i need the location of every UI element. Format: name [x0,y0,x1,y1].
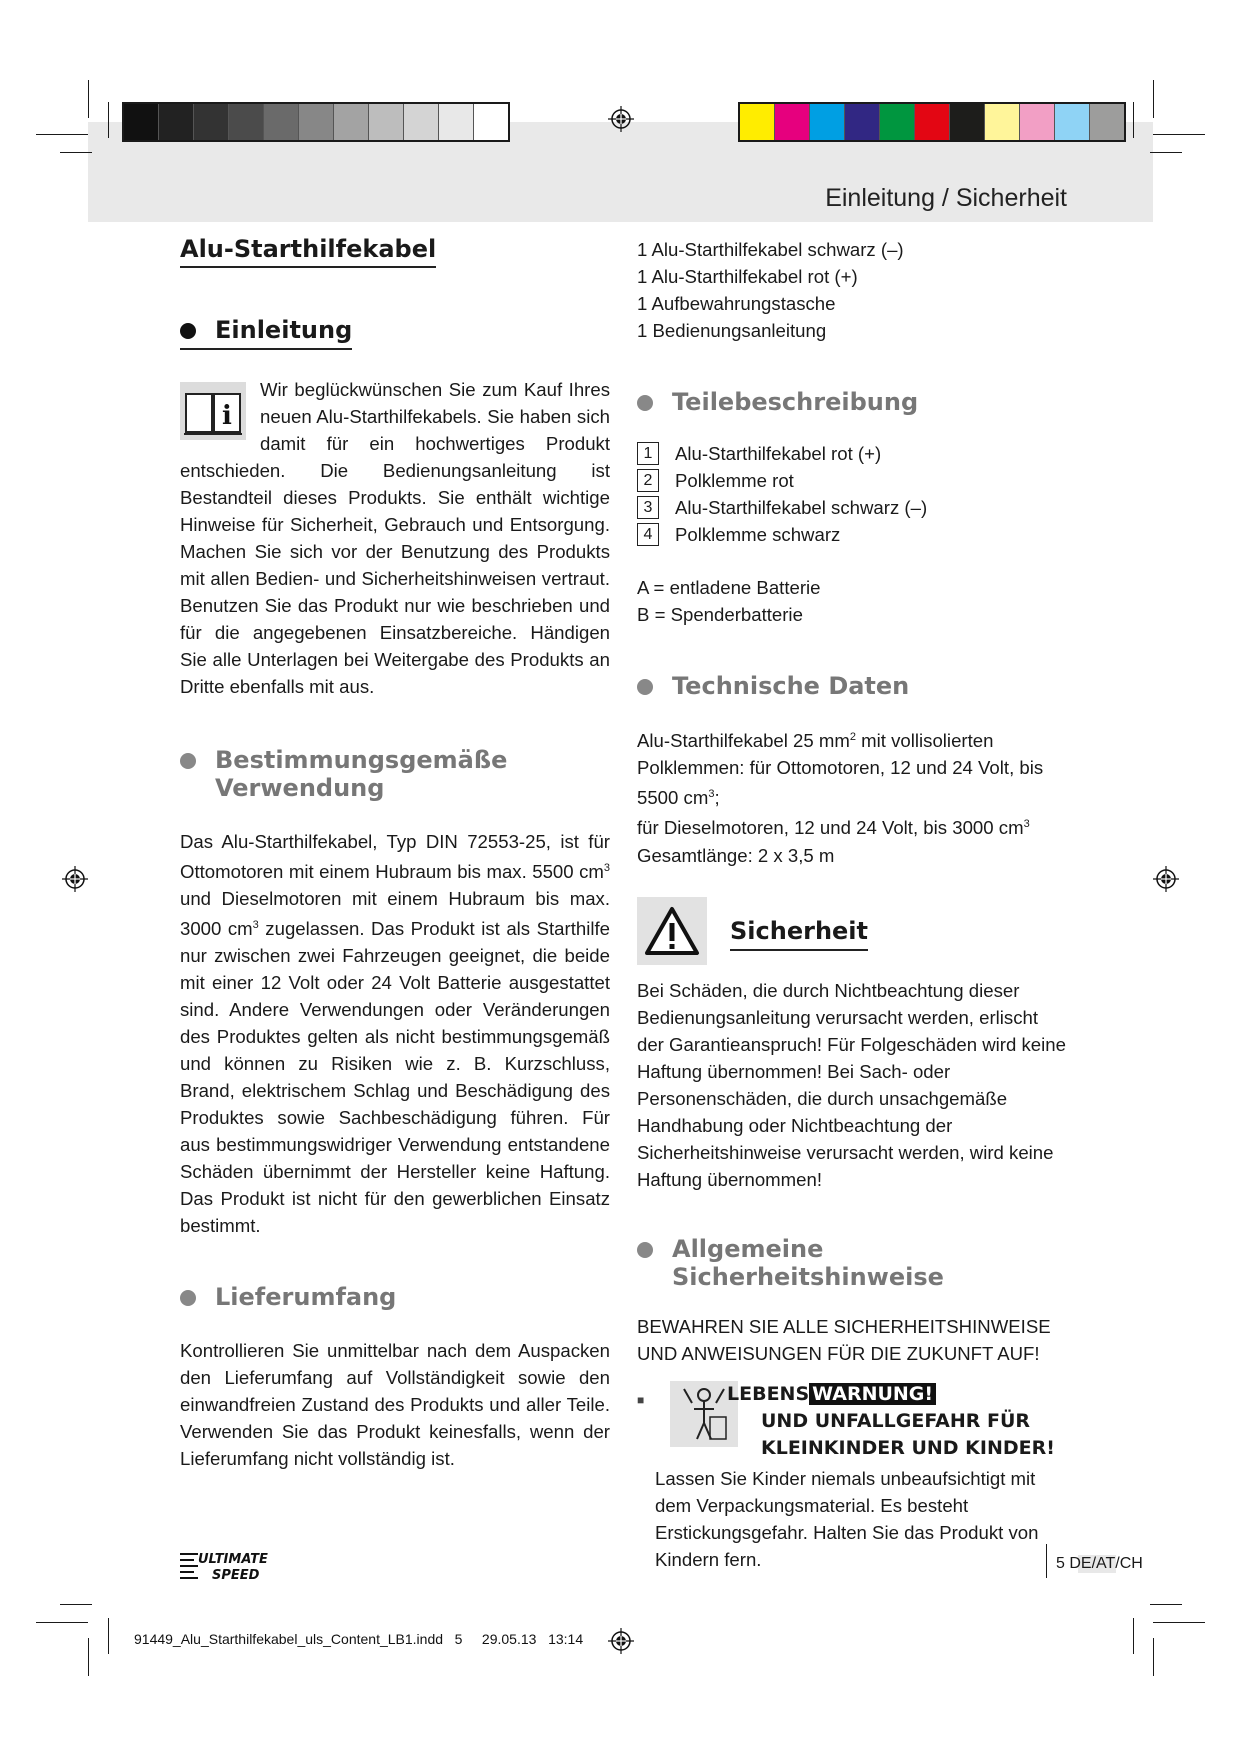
color-swatch [369,104,404,140]
lieferumfang-text: Kontrollieren Sie unmittelbar nach dem Auspacken den Lieferumfang auf Vollständigkeit sowie den einwandfreien Zustand des Produkts und aller Teile. Verwenden Sie das Produkt keinesfalls, wenn der Lieferumfang nicht vollständig ist. [180,1340,610,1470]
part-number: 4 [637,523,659,546]
list-item: 1 Alu-Starthilfekabel schwarz (–) [637,239,904,260]
crop-mark [60,1604,92,1605]
bestimmung-text: Das Alu-Starthilfekabel, Typ DIN 72553-25, ist für Ottomotoren mit einem Hubraum bis max. 5500 $cm^3$ und Dieselmotoren mit einem Hubraum bis max. 3000 $cm^3$ zugelassen. Das Produkt ist als Starthilfe nur zwischen zwei Fahrzeugen geeignet, die beide mit einer 12 Volt oder 24 Volt Batterie ausgestattet sind. Andere Verwendungen oder Veränderungen des Produktes gelten als nicht bestimmungsgemäß und können zu Risiken wie z. B. Kurzschluss, Brand, elektrischem Schlag und Beschädigung des Produktes sowie Sachbeschädigung führen. Für aus bestimmungswidriger Verwendung entstandene Schäden übernimmt der Hersteller keine Haftung. Das Produkt ist nicht für den gewerblichen Einsatz bestimmt. [180,831,610,1237]
child-warning-text: Lassen Sie Kinder niemals unbeaufsichtigt mit dem Verpackungsmaterial. Es besteht Erstickungsgefahr. Halten Sie das Produkt von Kindern fern. [655,1467,1039,1570]
bullet-dot-icon [180,753,196,769]
color-swatch [915,104,950,140]
crop-mark [108,1618,109,1654]
page-number: 5 DE/AT/CH [1056,1555,1143,1572]
color-swatch [124,104,159,140]
right-column [637,236,1069,1573]
svg-text:ULTIMATE: ULTIMATE [198,1552,268,1567]
color-swatch [264,104,299,140]
color-swatch [194,104,229,140]
running-head: Einleitung / Sicherheit [825,184,1067,212]
crop-mark [108,102,109,138]
color-swatch [1090,104,1124,140]
child-warning-heading: LEBENS WARNUNG! UND UNFALLGEFAHR FÜR KLEINKINDER UND KINDER! [727,1382,1055,1459]
registration-mark-icon [608,1628,634,1654]
heading-einleitung: Einleitung [180,316,352,350]
heading-lieferumfang: Lieferumfang [180,1283,610,1311]
color-swatch [439,104,474,140]
crop-mark [88,1638,89,1676]
square-bullet-icon: ■ [637,1392,645,1407]
parts-list [637,440,1069,548]
info-book-icon [180,382,246,440]
einleitung-section [180,376,610,700]
color-swatch [229,104,264,140]
crop-mark [1153,80,1154,118]
bullet-dot-icon [180,323,196,339]
caps-notice-line1: BEWAHREN SIE ALLE SICHERHEITSHINWEISE [637,1315,1051,1337]
battery-legend-b: B = Spenderbatterie [637,604,803,625]
crop-mark [1150,152,1182,153]
color-swatch [299,104,334,140]
color-swatch [950,104,985,140]
document-title: Alu-Starthilfekabel [180,236,436,268]
list-item: 2 Polklemme rot [637,467,1069,494]
color-swatch [985,104,1020,140]
brand-logo [178,1548,278,1588]
child-warning [637,1381,1069,1465]
bullet-dot-icon [637,679,653,695]
list-item: 1 Aufbewahrungstasche [637,293,836,314]
list-item: 1 Alu-Starthilfekabel rot (+) [637,440,1069,467]
color-swatch [1020,104,1055,140]
crop-mark [1150,1604,1182,1605]
grayscale-color-bar [122,102,510,142]
crop-mark [88,80,89,118]
bullet-dot-icon [637,395,653,411]
color-swatch [845,104,880,140]
svg-text:i: i [222,401,232,431]
warning-badge: WARNUNG! [809,1383,936,1405]
color-swatch [775,104,810,140]
list-item: 3 Alu-Starthilfekabel schwarz (–) [637,494,1069,521]
part-number: 3 [637,496,659,519]
crop-mark [36,1622,88,1623]
color-swatch [1055,104,1090,140]
einleitung-text: Wir beglückwünschen Sie zum Kauf Ihres neuen Alu-Starthilfekabels. Sie haben sich damit für ein hochwertiges Produkt entschieden. Die Bedienungsanleitung ist Bestandteil dieses Produkts. Sie enthält wichtige Hinweise für Sicherheit, Gebrauch und Entsorgung. Machen Sie sich vor der Benutzung des Produkts mit allen Bedien- und Sicherheitshinweisen vertraut. Benutzen Sie das Produkt nur wie beschrieben und für die angegebenen Einsatzbereiche. Händigen Sie alle Unterlagen bei Weitergabe des Produkts an Dritte ebenfalls mit aus. [180,379,610,697]
registration-mark-icon [1153,866,1179,892]
process-color-bar [738,102,1126,142]
svg-text:SPEED: SPEED [212,1568,260,1583]
sicherheit-header [637,897,1069,967]
list-item: 1 Alu-Starthilfekabel rot (+) [637,266,858,287]
crop-mark [1153,1638,1154,1676]
heading-sicherheit: Sicherheit [730,917,868,951]
left-column [180,236,610,1472]
crop-mark [1133,102,1134,138]
color-swatch [740,104,775,140]
footer-divider [1046,1544,1047,1578]
part-number: 1 [637,442,659,465]
heading-technische-daten: Technische Daten [637,672,1069,700]
warning-triangle-icon [637,897,707,965]
color-swatch [404,104,439,140]
list-item: 1 Bedienungsanleitung [637,320,827,341]
heading-bestimmung: Bestimmungsgemäße Verwendung [180,746,610,802]
scope-list [637,236,1069,344]
color-swatch [474,104,508,140]
bullet-dot-icon [180,1290,196,1306]
color-swatch [159,104,194,140]
color-swatch [880,104,915,140]
heading-teilebeschreibung: Teilebeschreibung [637,388,1069,416]
part-number: 2 [637,469,659,492]
crop-mark [60,152,92,153]
registration-mark-icon [62,866,88,892]
caps-notice-line2: UND ANWEISUNGEN FÜR DIE ZUKUNFT AUF! [637,1342,1040,1364]
crop-mark [1153,1622,1205,1623]
heading-allgemeine-sicherheitshinweise: Allgemeine Sicherheitshinweise [637,1235,1069,1291]
crop-mark [1153,134,1205,135]
technical-data-text: Alu-Starthilfekabel 25 $mm^2$ mit vollisolierten Polklemmen: für Ottomotoren, 12 und 24 Volt, bis 5500 $cm^3$; für Dieselmotoren, 12 und 24 Volt, bis 3000 $cm^3$ Gesamtlänge: 2 x 3,5 m [637,730,1044,866]
list-item: 4 Polklemme schwarz [637,521,1069,548]
registration-mark-icon [608,106,634,132]
print-slug: 91449_Alu_Starthilfekabel_uls_Content_LB1.indd 5 29.05.13 13:14 [134,1631,584,1647]
color-swatch [334,104,369,140]
crop-mark [1133,1618,1134,1654]
crop-mark [36,134,88,135]
battery-legend-a: A = entladene Batterie [637,577,821,598]
bullet-dot-icon [637,1242,653,1258]
color-swatch [810,104,845,140]
sicherheit-text: Bei Schäden, die durch Nichtbeachtung dieser Bedienungsanleitung verursacht werden, erlischt der Garantieanspruch! Für Folgeschäden wird keine Haftung übernommen! Bei Sach- oder Personenschäden, die durch unsachgemäße Handhabung oder Nichtbeachtung der Sicherheitshinweise verursacht werden, wird keine Haftung übernommen! [637,979,1066,1190]
